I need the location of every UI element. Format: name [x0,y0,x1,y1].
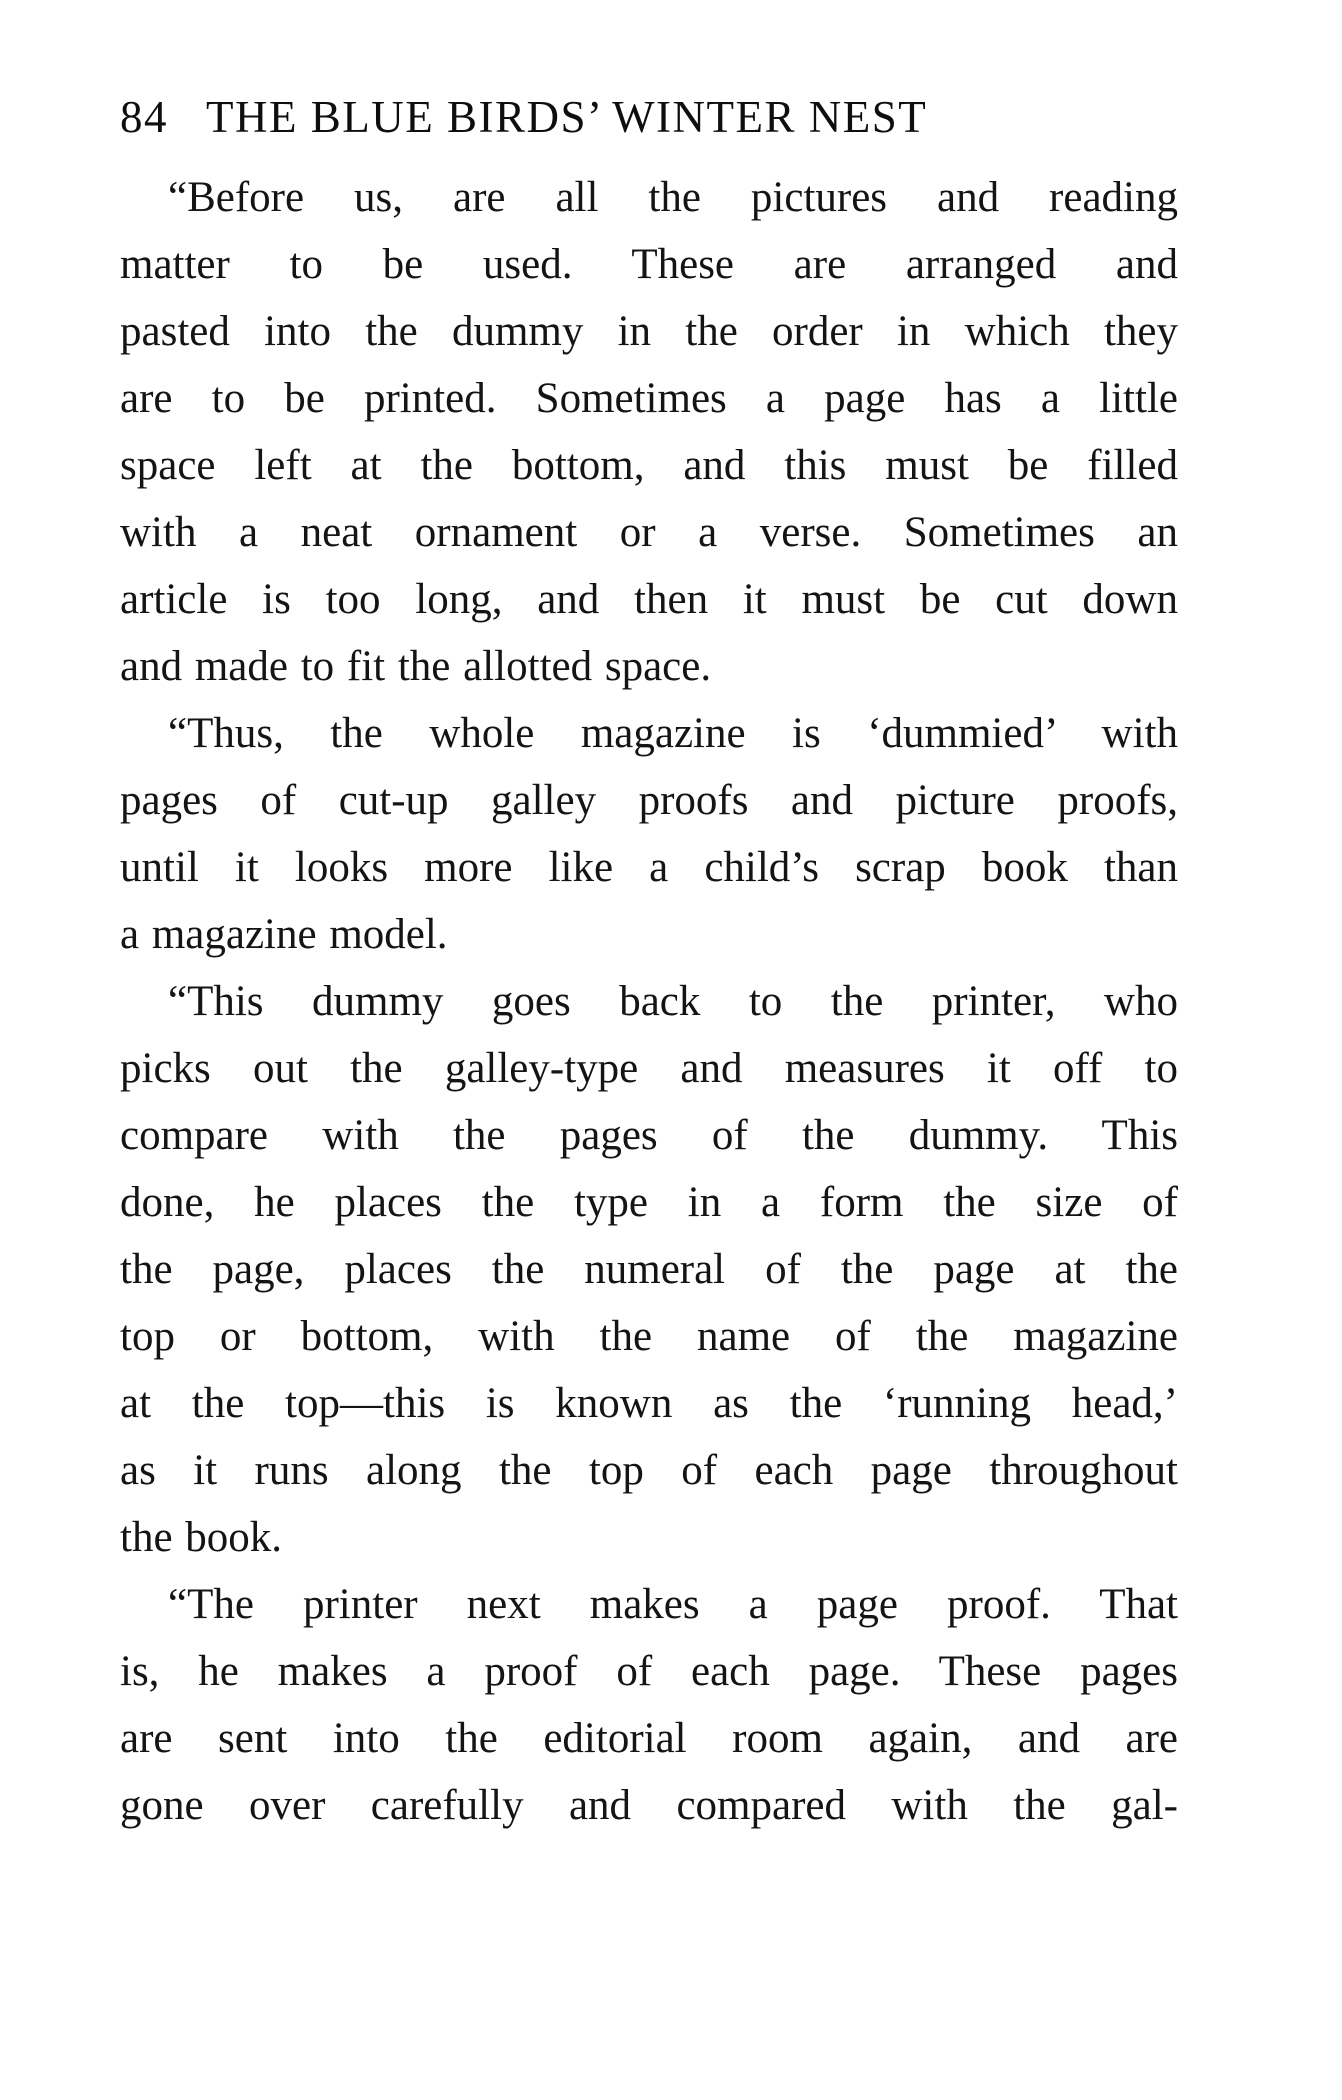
text-line: “The printer next makes a page proof. That [168,1581,1178,1628]
page-title: THE BLUE BIRDS’ WINTER NEST [206,92,928,142]
text-line: top or bottom, with the name of the magazine [120,1313,1178,1360]
text-line: matter to be used. These are arranged and [120,241,1178,288]
text-line: is, he makes a proof of each page. These pages [120,1648,1178,1695]
text-line: “This dummy goes back to the printer, who [168,978,1178,1025]
text-line: as it runs along the top of each page throughout [120,1447,1178,1494]
text-line: pasted into the dummy in the order in which they [120,308,1178,355]
text-line: compare with the pages of the dummy. This [120,1112,1178,1159]
text-line: pages of cut-up galley proofs and picture proofs, [120,777,1178,824]
text-line: picks out the galley-type and measures it off to [120,1045,1178,1092]
text-line: done, he places the type in a form the size of [120,1179,1178,1226]
text-line: “Thus, the whole magazine is ‘dummied’ with [168,710,1178,757]
text-line: are sent into the editorial room again, and are [120,1715,1178,1762]
text-line: “Before us, are all the pictures and reading [168,174,1178,221]
text-line: article is too long, and then it must be cut down [120,576,1178,623]
page-body [120,164,1178,1839]
text-line: until it looks more like a child’s scrap book than [120,844,1178,891]
running-head [120,86,1178,148]
text-line: and made to fit the allotted space. [120,643,712,690]
text-line: with a neat ornament or a verse. Sometimes an [120,509,1178,556]
text-line: the page, places the numeral of the page at the [120,1246,1178,1293]
text-line: the book. [120,1514,283,1561]
text-line: are to be printed. Sometimes a page has a little [120,375,1178,422]
text-line: gone over carefully and compared with the gal- [120,1782,1178,1829]
text-line: a magazine model. [120,911,448,958]
text-block [120,86,1178,1839]
page-number: 84 [120,92,168,142]
text-line: at the top—this is known as the ‘running head,’ [120,1380,1178,1427]
text-line: space left at the bottom, and this must be filled [120,442,1178,489]
